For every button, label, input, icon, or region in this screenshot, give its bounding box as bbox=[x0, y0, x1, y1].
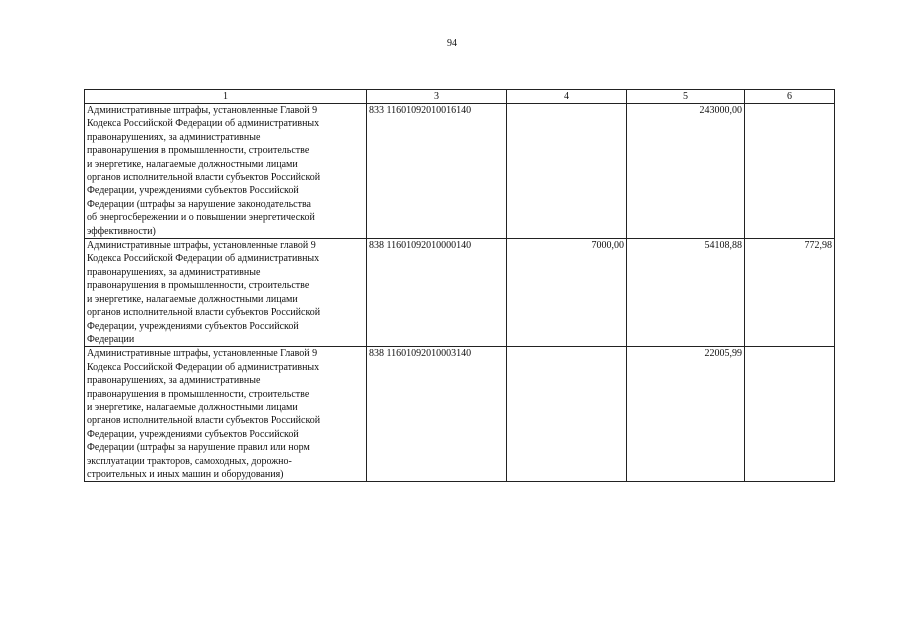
row-col5-value: 243000,00 bbox=[627, 104, 745, 239]
row-description: Административные штрафы, установленные главой 9 Кодекса Российской Федерации об административных правонарушениях, за административные правонарушения в промышленности, строительстве и энергетике, налагаемые должностными лицами органов исполнительной власти субъектов Российской Федерации, учреждениями субъектов Российской Федерации bbox=[85, 239, 367, 347]
header-col-1: 1 bbox=[85, 90, 367, 104]
table-row bbox=[85, 239, 835, 347]
row-code: 838 11601092010003140 bbox=[367, 347, 507, 482]
page-number: 94 bbox=[447, 38, 457, 49]
row-col6-value bbox=[745, 347, 835, 482]
table-row bbox=[85, 104, 835, 239]
table-header-row bbox=[85, 90, 835, 104]
row-col6-value: 772,98 bbox=[745, 239, 835, 347]
row-code: 838 11601092010000140 bbox=[367, 239, 507, 347]
header-col-6: 6 bbox=[745, 90, 835, 104]
header-col-5: 5 bbox=[627, 90, 745, 104]
row-col4-value bbox=[507, 347, 627, 482]
row-col4-value bbox=[507, 104, 627, 239]
budget-table bbox=[84, 89, 835, 482]
row-code: 833 11601092010016140 bbox=[367, 104, 507, 239]
table-row bbox=[85, 347, 835, 482]
row-description: Административные штрафы, установленные Главой 9 Кодекса Российской Федерации об административных правонарушениях, за административные правонарушения в промышленности, строительстве и энергетике, налагаемые должностными лицами органов исполнительной власти субъектов Российской Федерации, учреждениями субъектов Российской Федерации (штрафы за нарушение правил или норм эксплуатации тракторов, самоходных, дорожно- строительных и иных машин и оборудования) bbox=[85, 347, 367, 482]
row-col5-value: 54108,88 bbox=[627, 239, 745, 347]
row-description: Административные штрафы, установленные Главой 9 Кодекса Российской Федерации об административных правонарушениях, за административные правонарушения в промышленности, строительстве и энергетике, налагаемые должностными лицами органов исполнительной власти субъектов Российской Федерации, учреждениями субъектов Российской Федерации (штрафы за нарушение законодательства об энергосбережении и о повышении энергетической эффективности) bbox=[85, 104, 367, 239]
header-col-4: 4 bbox=[507, 90, 627, 104]
row-col4-value: 7000,00 bbox=[507, 239, 627, 347]
row-col6-value bbox=[745, 104, 835, 239]
header-col-3: 3 bbox=[367, 90, 507, 104]
row-col5-value: 22005,99 bbox=[627, 347, 745, 482]
